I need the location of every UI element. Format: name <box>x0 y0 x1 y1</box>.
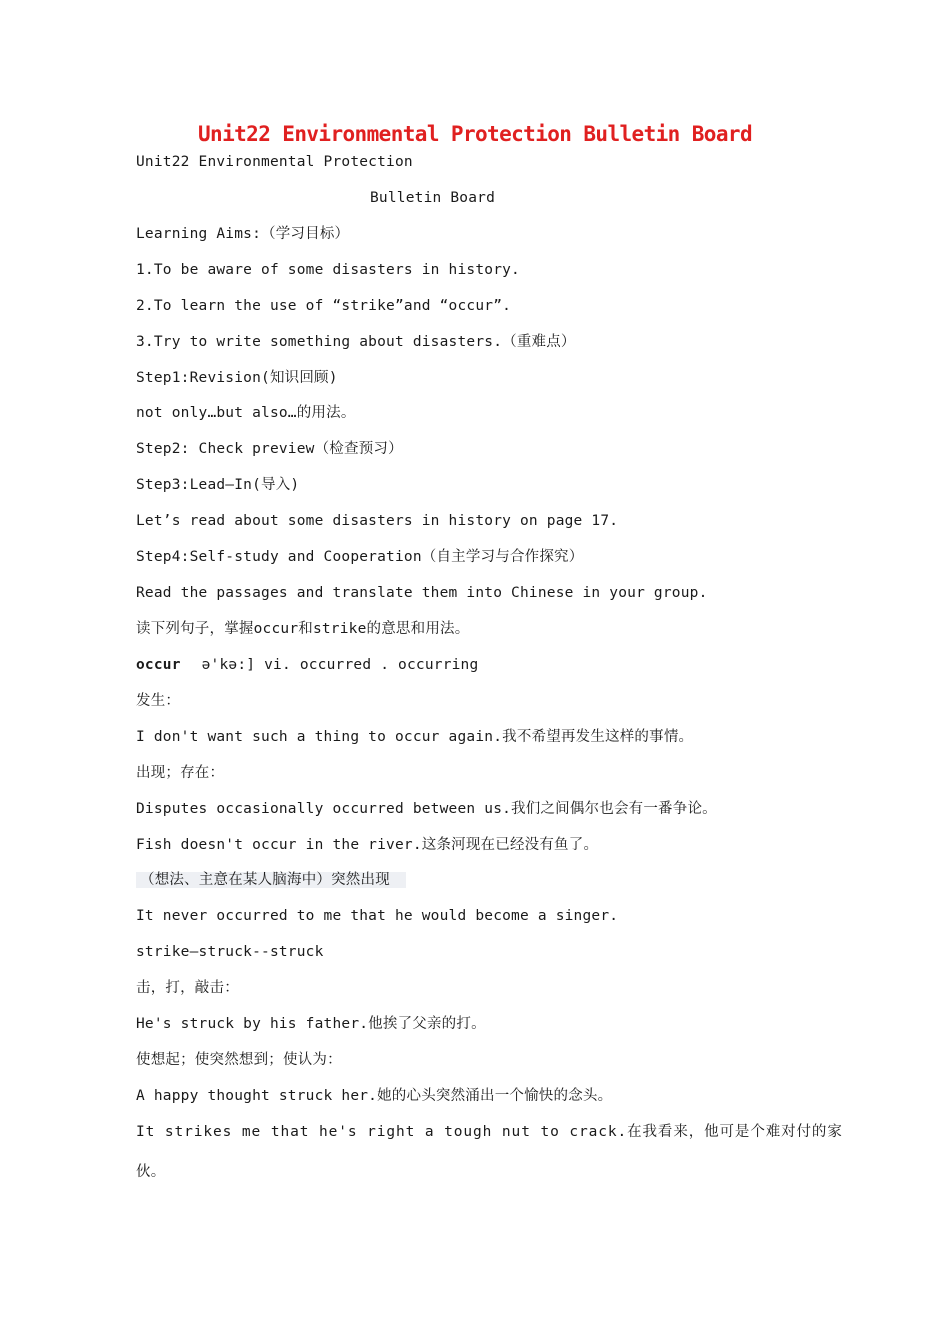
sense-label: 使想起；使突然想到；使认为： <box>136 1052 342 1068</box>
step-heading: Step1:Revision(知识回顾) <box>136 370 338 386</box>
sense-label: 发生： <box>136 693 181 709</box>
example-sentence: A happy thought struck her.她的心头突然涌出一个愉快的念头。 <box>136 1088 613 1104</box>
aim-item: 2.To learn the use of “strike”and “occur”. <box>136 298 512 314</box>
example-sentence-continued: 伙。 <box>136 1164 166 1180</box>
step-heading: Step4:Self-study and Cooperation（自主学习与合作探究） <box>136 549 584 565</box>
example-sentence: He's struck by his father.他挨了父亲的打。 <box>136 1016 486 1032</box>
step-note: not only…but also…的用法。 <box>136 405 356 421</box>
aim-item: 1.To be aware of some disasters in history. <box>136 262 520 278</box>
step-heading: Step2: Check preview（检查预习） <box>136 441 403 457</box>
step-note: Let’s read about some disasters in history on page 17. <box>136 513 619 529</box>
example-sentence: Fish doesn't occur in the river.这条河现在已经没有鱼了。 <box>136 837 599 853</box>
example-sentence: It never occurred to me that he would become a singer. <box>136 908 619 924</box>
verb-forms: strike—struck--struck <box>136 944 324 960</box>
instruction: 读下列句子，掌握occur和strike的意思和用法。 <box>136 621 470 637</box>
section-heading: Bulletin Board <box>370 190 496 206</box>
example-sentence: It strikes me that he's right a tough nut to crack.在我看来，他可是个难对付的家 <box>136 1124 843 1140</box>
subtitle: Unit22 Environmental Protection <box>136 154 413 170</box>
document-title: Unit22 Environmental Protection Bulletin Board <box>198 122 752 146</box>
example-sentence: I don't want such a thing to occur again.我不希望再发生这样的事情。 <box>136 729 694 745</box>
aim-item: 3.Try to write something about disasters.（重难点） <box>136 334 576 350</box>
example-sentence: Disputes occasionally occurred between us.我们之间偶尔也会有一番争论。 <box>136 801 717 817</box>
highlight-text: （想法、主意在某人脑海中）突然出现 <box>136 872 406 888</box>
step-heading: Step3:Lead—In(导入) <box>136 477 300 493</box>
sense-label: 出现；存在： <box>136 765 225 781</box>
highlighted-sense <box>136 870 406 890</box>
aims-heading: Learning Aims:（学习目标） <box>136 226 350 242</box>
sense-label: 击，打，敲击： <box>136 980 239 996</box>
headword: occur <box>136 657 181 673</box>
occur-entry <box>136 655 478 675</box>
phonetic: ə'kə:] vi. occurred . occurring <box>201 657 479 673</box>
step-note: Read the passages and translate them into Chinese in your group. <box>136 585 708 601</box>
